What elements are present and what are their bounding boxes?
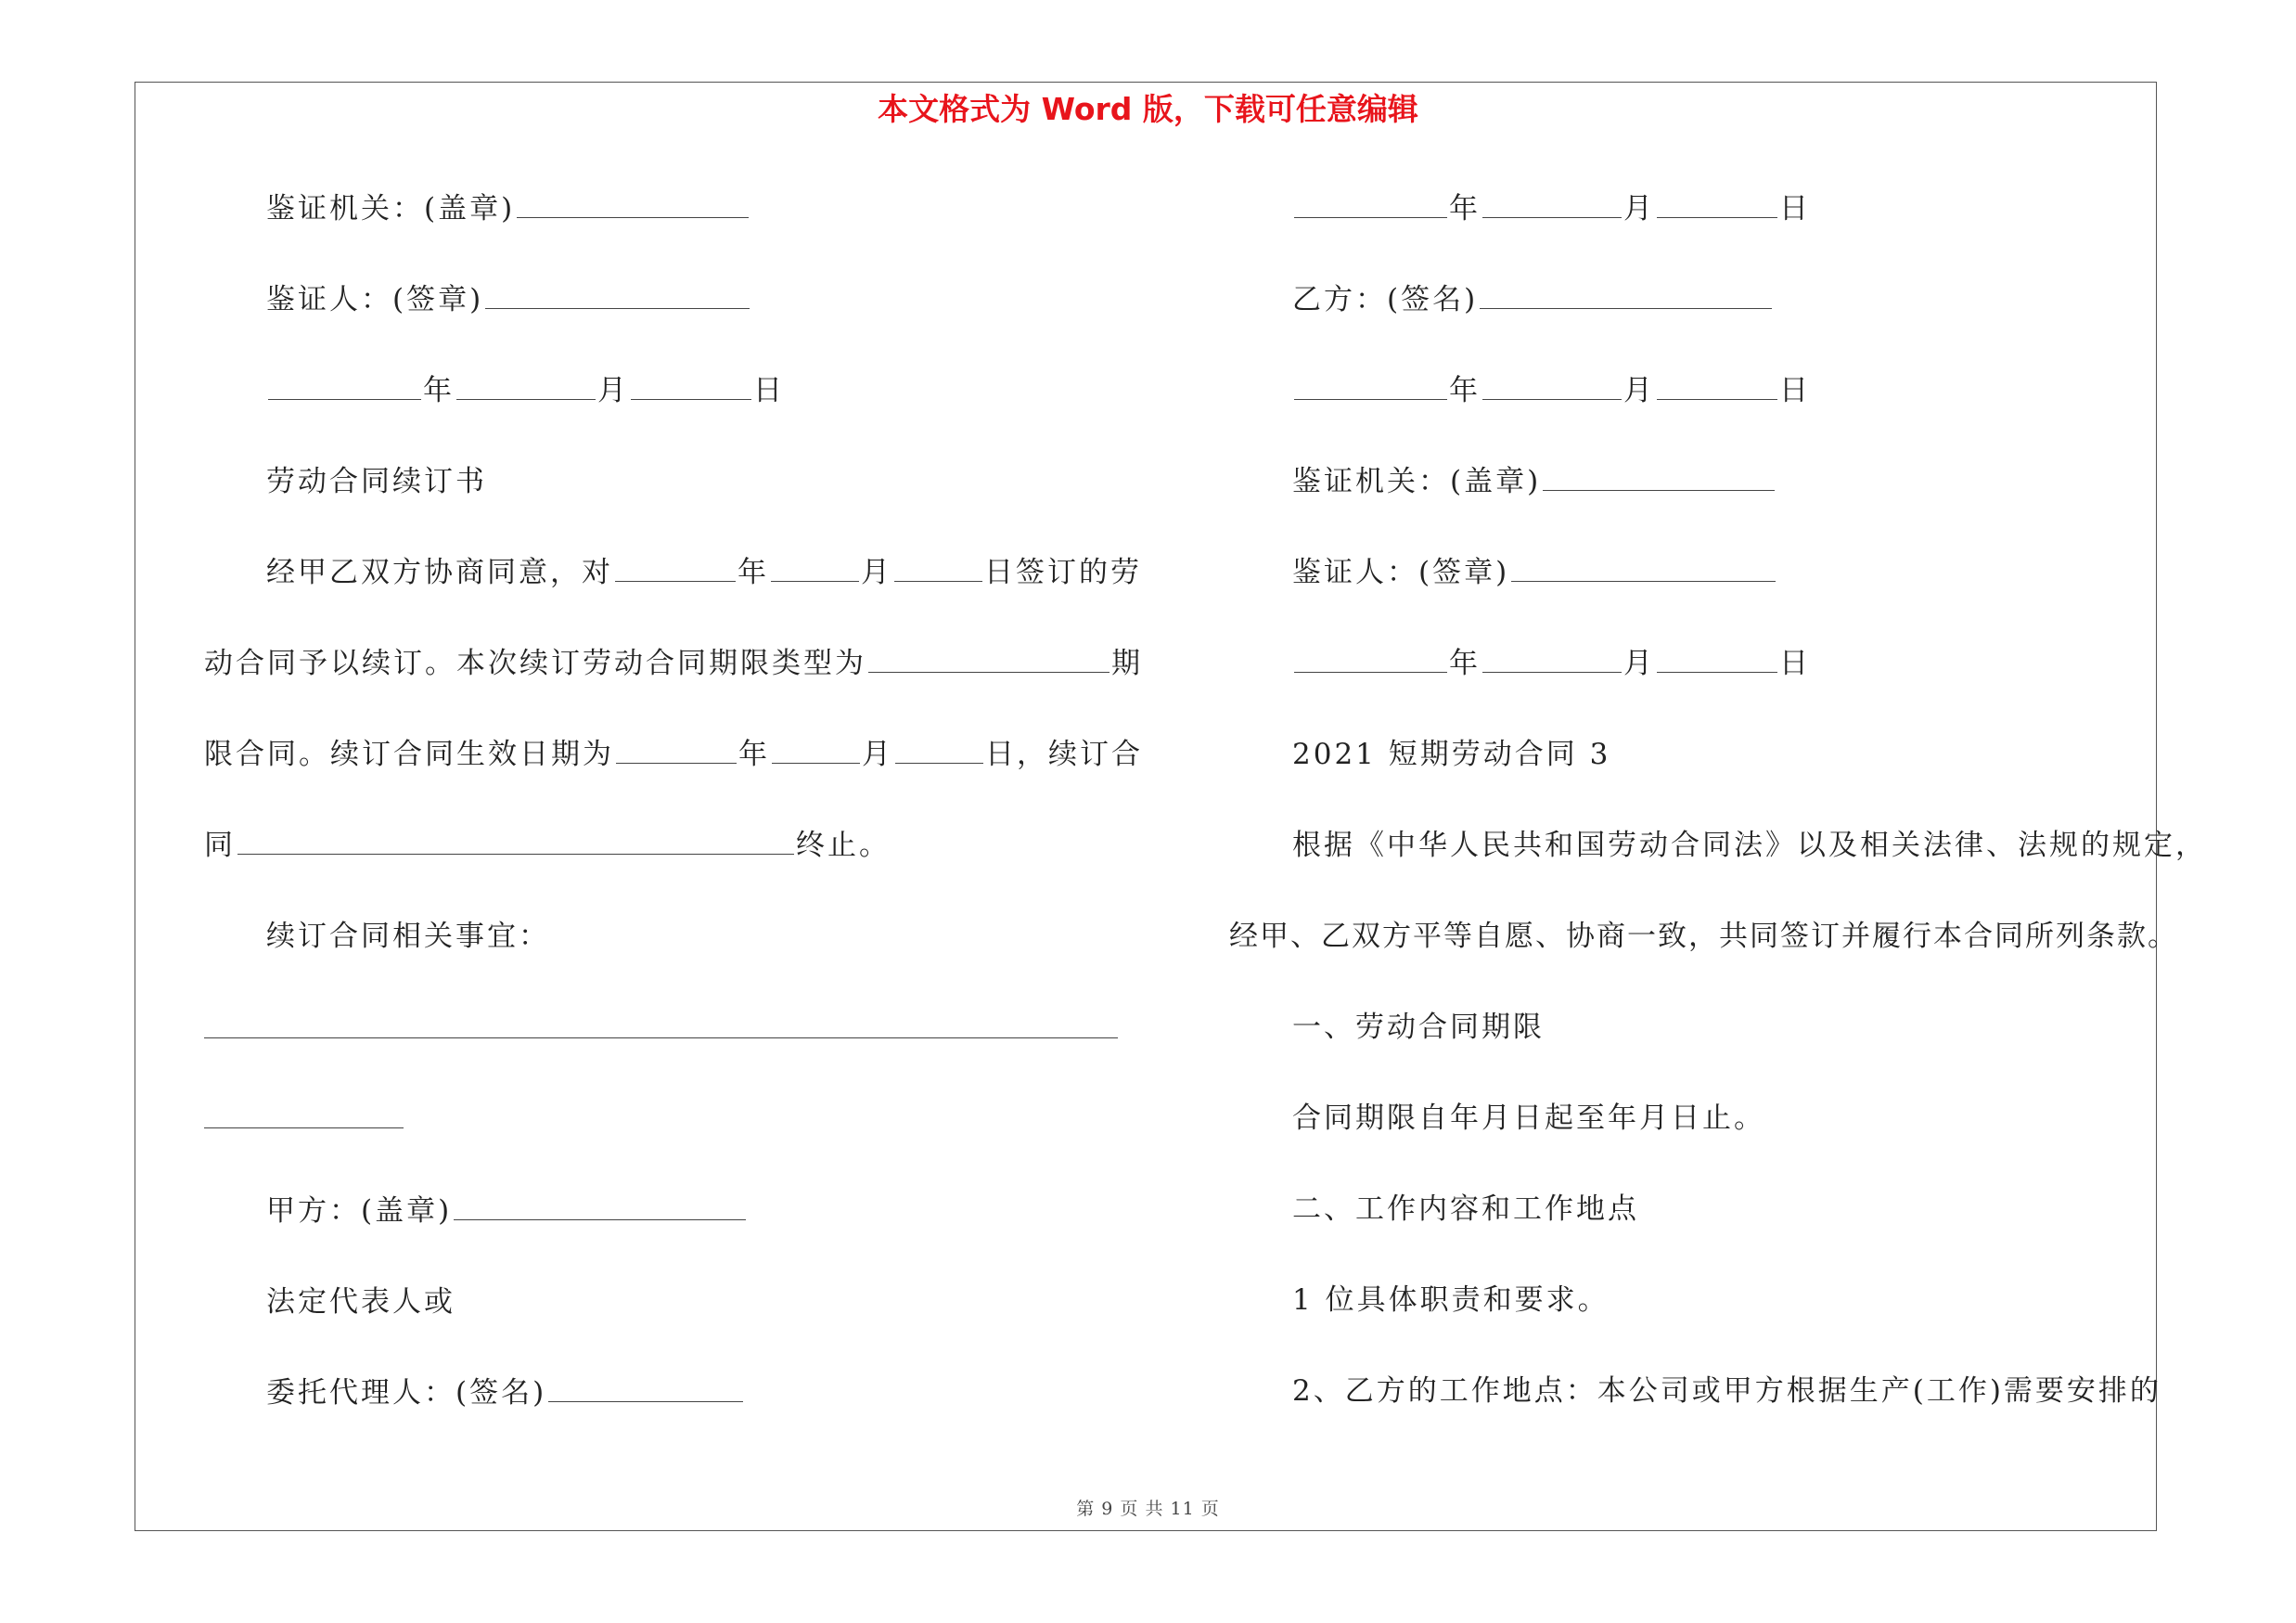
certifier-line: 鉴证人：(签章)	[1229, 545, 2157, 636]
paragraph-line: 合同期限自年月日起至年月日止。	[1292, 1101, 1765, 1135]
day-blank[interactable]	[895, 729, 983, 764]
month-blank[interactable]	[1482, 184, 1622, 218]
paragraph-line: 经甲、乙双方平等自愿、协商一致，共同签订并履行本合同所列条款。	[1229, 920, 2178, 953]
paragraph-line: 1 位具体职责和要求。	[1292, 1283, 1610, 1317]
paragraph-line: 限合同。续订合同生效日期为 年 月 日，续订合	[204, 727, 1132, 818]
contract-title: 2021 短期劳动合同 3	[1292, 738, 1611, 771]
year-blank[interactable]	[1294, 184, 1447, 218]
legal-rep-line: 法定代表人或	[266, 1285, 455, 1319]
month-blank[interactable]	[1482, 366, 1622, 400]
day-blank[interactable]	[1657, 366, 1777, 400]
date-line: 年 月 日	[1229, 181, 2157, 272]
month-blank[interactable]	[771, 547, 859, 582]
end-date-blank[interactable]	[237, 820, 794, 855]
blank-field[interactable]	[485, 275, 750, 309]
day-blank[interactable]	[894, 547, 982, 582]
blank-field[interactable]	[1511, 547, 1776, 582]
blank-field[interactable]	[454, 1186, 746, 1220]
day-blank[interactable]	[631, 366, 751, 400]
blank-field[interactable]	[1480, 275, 1772, 309]
related-matters-label: 续订合同相关事宜：	[266, 920, 550, 953]
month-blank[interactable]	[772, 729, 860, 764]
section-title: 劳动合同续订书	[266, 465, 487, 498]
party-b-line: 乙方：(签名)	[1229, 272, 2157, 363]
paragraph-line: 根据《中华人民共和国劳动合同法》以及相关法律、法规的规定，	[1292, 829, 2207, 862]
certifier-line: 鉴证人：(签章)	[204, 272, 1132, 363]
section-heading: 一、劳动合同期限	[1292, 1011, 1545, 1044]
year-blank[interactable]	[615, 547, 736, 582]
certifying-authority-line: 鉴证机关：(盖章)	[1229, 454, 2157, 545]
day-blank[interactable]	[1657, 638, 1777, 673]
year-blank[interactable]	[268, 366, 421, 400]
year-blank[interactable]	[1294, 366, 1447, 400]
paragraph-line: 经甲乙双方协商同意，对 年 月 日签订的劳	[204, 545, 1132, 636]
party-a-line: 甲方：(盖章)	[204, 1183, 1132, 1274]
paragraph-line: 同 终止。	[204, 818, 1132, 908]
left-column	[204, 181, 1143, 999]
month-blank[interactable]	[1482, 638, 1622, 673]
blank-field[interactable]	[517, 184, 749, 218]
date-line: 年 月 日	[1229, 636, 2157, 727]
date-line: 年 月 日	[1229, 363, 2157, 454]
month-blank[interactable]	[456, 366, 596, 400]
paragraph-line: 2、乙方的工作地点：本公司或甲方根据生产(工作)需要安排的	[1292, 1374, 2161, 1408]
year-blank[interactable]	[616, 729, 737, 764]
left-signature-block	[204, 1183, 1132, 1456]
year-blank[interactable]	[1294, 638, 1447, 673]
right-column	[1229, 181, 2207, 1454]
date-line: 年 月 日	[204, 363, 1132, 454]
term-type-blank[interactable]	[868, 638, 1110, 673]
day-blank[interactable]	[1657, 184, 1777, 218]
page-number: 第 9 页 共 11 页	[1076, 1499, 1220, 1519]
blank-field[interactable]	[548, 1368, 743, 1402]
format-banner: 本文格式为 Word 版，下载可任意编辑	[878, 91, 1418, 127]
certifying-authority-line: 鉴证机关：(盖章)	[204, 181, 1132, 272]
section-heading: 二、工作内容和工作地点	[1292, 1192, 1639, 1226]
paragraph-line: 动合同予以续订。本次续订劳动合同期限类型为 期	[204, 636, 1132, 727]
blank-rule[interactable]	[204, 1127, 404, 1128]
blank-field[interactable]	[1543, 457, 1775, 491]
blank-rule[interactable]	[204, 1037, 1118, 1038]
agent-line: 委托代理人：(签名)	[204, 1365, 1132, 1456]
